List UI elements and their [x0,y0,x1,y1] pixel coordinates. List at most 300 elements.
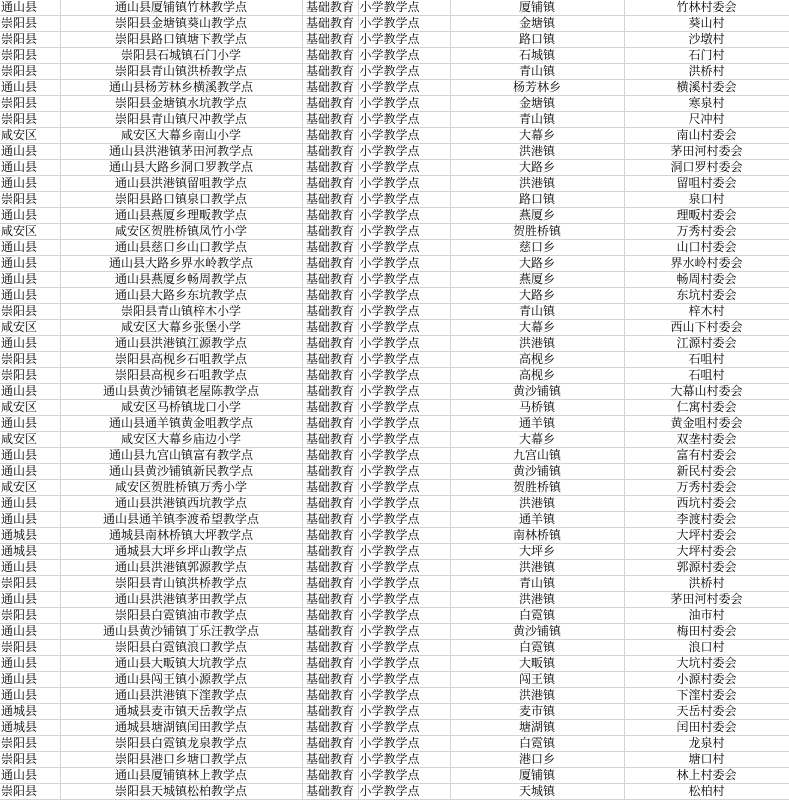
category-cell[interactable]: 基础教育 [302,208,358,224]
type-cell[interactable]: 小学教学点 [358,656,450,672]
category-cell[interactable]: 基础教育 [302,0,358,16]
county-cell[interactable]: 咸安区 [0,224,60,240]
teaching-point-cell[interactable]: 通山县通羊镇李渡希望教学点 [60,512,302,528]
teaching-point-cell[interactable]: 通山县大路乡洞口罗教学点 [60,160,302,176]
county-cell[interactable]: 通山县 [0,240,60,256]
category-cell[interactable]: 基础教育 [302,496,358,512]
category-cell[interactable]: 基础教育 [302,576,358,592]
category-cell[interactable]: 基础教育 [302,352,358,368]
type-cell[interactable]: 小学教学点 [358,0,450,16]
category-cell[interactable]: 基础教育 [302,320,358,336]
teaching-point-cell[interactable]: 咸安区贺胜桥镇凤竹小学 [60,224,302,240]
village-cell[interactable]: 洪桥村 [624,64,789,80]
town-cell[interactable]: 黄沙铺镇 [450,384,624,400]
type-cell[interactable]: 小学教学点 [358,736,450,752]
type-cell[interactable]: 小学教学点 [358,208,450,224]
village-cell[interactable]: 茅田河村委会 [624,144,789,160]
category-cell[interactable]: 基础教育 [302,368,358,384]
county-cell[interactable]: 通城县 [0,720,60,736]
village-cell[interactable]: 石门村 [624,48,789,64]
county-cell[interactable]: 通山县 [0,272,60,288]
teaching-point-cell[interactable]: 通山县杨芳林乡横溪教学点 [60,80,302,96]
county-cell[interactable]: 崇阳县 [0,576,60,592]
type-cell[interactable]: 小学教学点 [358,544,450,560]
county-cell[interactable]: 通山县 [0,768,60,784]
category-cell[interactable]: 基础教育 [302,528,358,544]
village-cell[interactable]: 石咀村 [624,352,789,368]
type-cell[interactable]: 小学教学点 [358,176,450,192]
village-cell[interactable]: 尺冲村 [624,112,789,128]
village-cell[interactable]: 油市村 [624,608,789,624]
teaching-point-cell[interactable]: 崇阳县青山镇洪桥教学点 [60,576,302,592]
county-cell[interactable]: 通山县 [0,656,60,672]
town-cell[interactable]: 厦铺镇 [450,768,624,784]
teaching-point-cell[interactable]: 通山县厦铺镇林上教学点 [60,768,302,784]
type-cell[interactable]: 小学教学点 [358,144,450,160]
type-cell[interactable]: 小学教学点 [358,96,450,112]
county-cell[interactable]: 通山县 [0,384,60,400]
teaching-point-cell[interactable]: 崇阳县青山镇洪桥教学点 [60,64,302,80]
village-cell[interactable]: 仁寓村委会 [624,400,789,416]
teaching-point-cell[interactable]: 通山县黄沙铺镇丁乐汪教学点 [60,624,302,640]
town-cell[interactable]: 塘湖镇 [450,720,624,736]
category-cell[interactable]: 基础教育 [302,64,358,80]
type-cell[interactable]: 小学教学点 [358,48,450,64]
type-cell[interactable]: 小学教学点 [358,16,450,32]
type-cell[interactable]: 小学教学点 [358,32,450,48]
teaching-point-cell[interactable]: 通山县闯王镇小源教学点 [60,672,302,688]
village-cell[interactable]: 大坪村委会 [624,544,789,560]
town-cell[interactable]: 贺胜桥镇 [450,224,624,240]
type-cell[interactable]: 小学教学点 [358,64,450,80]
county-cell[interactable]: 崇阳县 [0,368,60,384]
category-cell[interactable]: 基础教育 [302,240,358,256]
teaching-point-cell[interactable]: 通山县洪港镇茅田河教学点 [60,144,302,160]
teaching-point-cell[interactable]: 通山县燕厦乡畅周教学点 [60,272,302,288]
town-cell[interactable]: 黄沙铺镇 [450,464,624,480]
town-cell[interactable]: 大路乡 [450,288,624,304]
category-cell[interactable]: 基础教育 [302,464,358,480]
village-cell[interactable]: 新民村委会 [624,464,789,480]
teaching-point-cell[interactable]: 通山县洪港镇郭源教学点 [60,560,302,576]
village-cell[interactable]: 小源村委会 [624,672,789,688]
town-cell[interactable]: 通羊镇 [450,512,624,528]
village-cell[interactable]: 大幕山村委会 [624,384,789,400]
county-cell[interactable]: 崇阳县 [0,352,60,368]
category-cell[interactable]: 基础教育 [302,272,358,288]
category-cell[interactable]: 基础教育 [302,752,358,768]
town-cell[interactable]: 洪港镇 [450,592,624,608]
town-cell[interactable]: 慈口乡 [450,240,624,256]
village-cell[interactable]: 万秀村委会 [624,224,789,240]
category-cell[interactable]: 基础教育 [302,608,358,624]
teaching-point-cell[interactable]: 通城县麦市镇天岳教学点 [60,704,302,720]
village-cell[interactable]: 东坑村委会 [624,288,789,304]
category-cell[interactable]: 基础教育 [302,192,358,208]
type-cell[interactable]: 小学教学点 [358,464,450,480]
type-cell[interactable]: 小学教学点 [358,768,450,784]
town-cell[interactable]: 洪港镇 [450,336,624,352]
teaching-point-cell[interactable]: 通城县南林桥镇大坪教学点 [60,528,302,544]
town-cell[interactable]: 大路乡 [450,256,624,272]
type-cell[interactable]: 小学教学点 [358,784,450,800]
type-cell[interactable]: 小学教学点 [358,112,450,128]
type-cell[interactable]: 小学教学点 [358,256,450,272]
village-cell[interactable]: 茅田河村委会 [624,592,789,608]
town-cell[interactable]: 洪港镇 [450,560,624,576]
town-cell[interactable]: 燕厦乡 [450,208,624,224]
teaching-point-cell[interactable]: 通山县洪港镇西坑教学点 [60,496,302,512]
town-cell[interactable]: 麦市镇 [450,704,624,720]
town-cell[interactable]: 高枧乡 [450,368,624,384]
type-cell[interactable]: 小学教学点 [358,384,450,400]
village-cell[interactable]: 南山村委会 [624,128,789,144]
category-cell[interactable]: 基础教育 [302,432,358,448]
county-cell[interactable]: 崇阳县 [0,192,60,208]
teaching-point-cell[interactable]: 咸安区贺胜桥镇万秀小学 [60,480,302,496]
teaching-point-cell[interactable]: 崇阳县天城镇松柏教学点 [60,784,302,800]
county-cell[interactable]: 崇阳县 [0,96,60,112]
county-cell[interactable]: 通山县 [0,288,60,304]
teaching-point-cell[interactable]: 崇阳县石城镇石门小学 [60,48,302,64]
category-cell[interactable]: 基础教育 [302,384,358,400]
category-cell[interactable]: 基础教育 [302,704,358,720]
county-cell[interactable]: 通山县 [0,0,60,16]
county-cell[interactable]: 崇阳县 [0,784,60,800]
type-cell[interactable]: 小学教学点 [358,128,450,144]
county-cell[interactable]: 崇阳县 [0,32,60,48]
category-cell[interactable]: 基础教育 [302,640,358,656]
village-cell[interactable]: 畅周村委会 [624,272,789,288]
town-cell[interactable]: 洪港镇 [450,176,624,192]
teaching-point-cell[interactable]: 通山县大路乡东坑教学点 [60,288,302,304]
town-cell[interactable]: 高枧乡 [450,352,624,368]
village-cell[interactable]: 郭源村委会 [624,560,789,576]
type-cell[interactable]: 小学教学点 [358,400,450,416]
category-cell[interactable]: 基础教育 [302,160,358,176]
county-cell[interactable]: 通城县 [0,704,60,720]
town-cell[interactable]: 青山镇 [450,304,624,320]
county-cell[interactable]: 通山县 [0,464,60,480]
category-cell[interactable]: 基础教育 [302,288,358,304]
type-cell[interactable]: 小学教学点 [358,560,450,576]
county-cell[interactable]: 崇阳县 [0,48,60,64]
type-cell[interactable]: 小学教学点 [358,608,450,624]
town-cell[interactable]: 青山镇 [450,112,624,128]
village-cell[interactable]: 西坑村委会 [624,496,789,512]
town-cell[interactable]: 黄沙铺镇 [450,624,624,640]
village-cell[interactable]: 大坑村委会 [624,656,789,672]
village-cell[interactable]: 梓木村 [624,304,789,320]
county-cell[interactable]: 通山县 [0,560,60,576]
type-cell[interactable]: 小学教学点 [358,352,450,368]
village-cell[interactable]: 黄金咀村委会 [624,416,789,432]
village-cell[interactable]: 双垄村委会 [624,432,789,448]
category-cell[interactable]: 基础教育 [302,448,358,464]
county-cell[interactable]: 咸安区 [0,400,60,416]
category-cell[interactable]: 基础教育 [302,480,358,496]
teaching-point-cell[interactable]: 通山县厦铺镇竹林教学点 [60,0,302,16]
town-cell[interactable]: 金塘镇 [450,16,624,32]
town-cell[interactable]: 天城镇 [450,784,624,800]
category-cell[interactable]: 基础教育 [302,112,358,128]
teaching-point-cell[interactable]: 通山县大路乡界水岭教学点 [60,256,302,272]
village-cell[interactable]: 江源村委会 [624,336,789,352]
teaching-point-cell[interactable]: 通山县洪港镇留咀教学点 [60,176,302,192]
village-cell[interactable]: 李渡村委会 [624,512,789,528]
type-cell[interactable]: 小学教学点 [358,672,450,688]
type-cell[interactable]: 小学教学点 [358,752,450,768]
village-cell[interactable]: 洪桥村 [624,576,789,592]
town-cell[interactable]: 南林桥镇 [450,528,624,544]
teaching-point-cell[interactable]: 崇阳县金塘镇水坑教学点 [60,96,302,112]
teaching-point-cell[interactable]: 通城县塘湖镇闰田教学点 [60,720,302,736]
county-cell[interactable]: 通山县 [0,176,60,192]
category-cell[interactable]: 基础教育 [302,144,358,160]
village-cell[interactable]: 留咀村委会 [624,176,789,192]
teaching-point-cell[interactable]: 通山县通羊镇黄金咀教学点 [60,416,302,432]
category-cell[interactable]: 基础教育 [302,400,358,416]
county-cell[interactable]: 通山县 [0,448,60,464]
county-cell[interactable]: 通山县 [0,592,60,608]
type-cell[interactable]: 小学教学点 [358,496,450,512]
town-cell[interactable]: 贺胜桥镇 [450,480,624,496]
county-cell[interactable]: 通山县 [0,512,60,528]
village-cell[interactable]: 葵山村 [624,16,789,32]
type-cell[interactable]: 小学教学点 [358,80,450,96]
village-cell[interactable]: 理畈村委会 [624,208,789,224]
category-cell[interactable]: 基础教育 [302,128,358,144]
village-cell[interactable]: 塘口村 [624,752,789,768]
village-cell[interactable]: 浪口村 [624,640,789,656]
type-cell[interactable]: 小学教学点 [358,640,450,656]
town-cell[interactable]: 洪港镇 [450,688,624,704]
county-cell[interactable]: 通山县 [0,160,60,176]
teaching-point-cell[interactable]: 通山县洪港镇下漥教学点 [60,688,302,704]
village-cell[interactable]: 万秀村委会 [624,480,789,496]
town-cell[interactable]: 青山镇 [450,576,624,592]
town-cell[interactable]: 路口镇 [450,32,624,48]
county-cell[interactable]: 咸安区 [0,320,60,336]
county-cell[interactable]: 崇阳县 [0,752,60,768]
teaching-point-cell[interactable]: 崇阳县白霓镇浪口教学点 [60,640,302,656]
town-cell[interactable]: 港口乡 [450,752,624,768]
county-cell[interactable]: 通山县 [0,672,60,688]
type-cell[interactable]: 小学教学点 [358,416,450,432]
village-cell[interactable]: 松柏村 [624,784,789,800]
village-cell[interactable]: 竹林村委会 [624,0,789,16]
village-cell[interactable]: 林上村委会 [624,768,789,784]
teaching-point-cell[interactable]: 通山县洪港镇江源教学点 [60,336,302,352]
county-cell[interactable]: 崇阳县 [0,736,60,752]
type-cell[interactable]: 小学教学点 [358,160,450,176]
teaching-point-cell[interactable]: 通山县黄沙铺镇新民教学点 [60,464,302,480]
category-cell[interactable]: 基础教育 [302,16,358,32]
town-cell[interactable]: 白霓镇 [450,736,624,752]
village-cell[interactable]: 闰田村委会 [624,720,789,736]
village-cell[interactable]: 梅田村委会 [624,624,789,640]
town-cell[interactable]: 大幕乡 [450,432,624,448]
teaching-point-cell[interactable]: 通山县黄沙铺镇老屋陈教学点 [60,384,302,400]
category-cell[interactable]: 基础教育 [302,96,358,112]
type-cell[interactable]: 小学教学点 [358,512,450,528]
teaching-point-cell[interactable]: 通山县洪港镇茅田教学点 [60,592,302,608]
type-cell[interactable]: 小学教学点 [358,480,450,496]
town-cell[interactable]: 厦铺镇 [450,0,624,16]
type-cell[interactable]: 小学教学点 [358,528,450,544]
town-cell[interactable]: 大幕乡 [450,128,624,144]
teaching-point-cell[interactable]: 崇阳县路口镇泉口教学点 [60,192,302,208]
category-cell[interactable]: 基础教育 [302,560,358,576]
category-cell[interactable]: 基础教育 [302,720,358,736]
category-cell[interactable]: 基础教育 [302,416,358,432]
town-cell[interactable]: 路口镇 [450,192,624,208]
category-cell[interactable]: 基础教育 [302,768,358,784]
town-cell[interactable]: 洪港镇 [450,144,624,160]
town-cell[interactable]: 青山镇 [450,64,624,80]
type-cell[interactable]: 小学教学点 [358,336,450,352]
type-cell[interactable]: 小学教学点 [358,240,450,256]
teaching-point-cell[interactable]: 咸安区马桥镇垅口小学 [60,400,302,416]
teaching-point-cell[interactable]: 崇阳县青山镇梓木小学 [60,304,302,320]
type-cell[interactable]: 小学教学点 [358,304,450,320]
county-cell[interactable]: 通山县 [0,144,60,160]
teaching-point-cell[interactable]: 通山县慈口乡山口教学点 [60,240,302,256]
type-cell[interactable]: 小学教学点 [358,224,450,240]
county-cell[interactable]: 通城县 [0,528,60,544]
town-cell[interactable]: 金塘镇 [450,96,624,112]
town-cell[interactable]: 大坪乡 [450,544,624,560]
category-cell[interactable]: 基础教育 [302,512,358,528]
category-cell[interactable]: 基础教育 [302,32,358,48]
teaching-point-cell[interactable]: 咸安区大幕乡张堡小学 [60,320,302,336]
teaching-point-cell[interactable]: 通山县九宫山镇富有教学点 [60,448,302,464]
category-cell[interactable]: 基础教育 [302,784,358,800]
type-cell[interactable]: 小学教学点 [358,688,450,704]
county-cell[interactable]: 咸安区 [0,128,60,144]
village-cell[interactable]: 沙墩村 [624,32,789,48]
village-cell[interactable]: 横溪村委会 [624,80,789,96]
town-cell[interactable]: 大畈镇 [450,656,624,672]
type-cell[interactable]: 小学教学点 [358,192,450,208]
type-cell[interactable]: 小学教学点 [358,704,450,720]
village-cell[interactable]: 石咀村 [624,368,789,384]
teaching-point-cell[interactable]: 崇阳县白霓镇油市教学点 [60,608,302,624]
county-cell[interactable]: 通山县 [0,416,60,432]
county-cell[interactable]: 通山县 [0,496,60,512]
category-cell[interactable]: 基础教育 [302,304,358,320]
teaching-point-cell[interactable]: 崇阳县路口镇塘下教学点 [60,32,302,48]
county-cell[interactable]: 通山县 [0,208,60,224]
town-cell[interactable]: 杨芳林乡 [450,80,624,96]
county-cell[interactable]: 通城县 [0,544,60,560]
teaching-point-cell[interactable]: 通城县大坪乡坪山教学点 [60,544,302,560]
town-cell[interactable]: 闯王镇 [450,672,624,688]
county-cell[interactable]: 通山县 [0,336,60,352]
category-cell[interactable]: 基础教育 [302,592,358,608]
town-cell[interactable]: 燕厦乡 [450,272,624,288]
town-cell[interactable]: 马桥镇 [450,400,624,416]
type-cell[interactable]: 小学教学点 [358,432,450,448]
town-cell[interactable]: 九宫山镇 [450,448,624,464]
town-cell[interactable]: 白霓镇 [450,640,624,656]
type-cell[interactable]: 小学教学点 [358,592,450,608]
teaching-point-cell[interactable]: 崇阳县金塘镇葵山教学点 [60,16,302,32]
town-cell[interactable]: 洪港镇 [450,496,624,512]
type-cell[interactable]: 小学教学点 [358,368,450,384]
county-cell[interactable]: 崇阳县 [0,64,60,80]
county-cell[interactable]: 崇阳县 [0,112,60,128]
category-cell[interactable]: 基础教育 [302,176,358,192]
county-cell[interactable]: 咸安区 [0,480,60,496]
type-cell[interactable]: 小学教学点 [358,624,450,640]
category-cell[interactable]: 基础教育 [302,80,358,96]
category-cell[interactable]: 基础教育 [302,656,358,672]
county-cell[interactable]: 通山县 [0,80,60,96]
county-cell[interactable]: 通山县 [0,624,60,640]
county-cell[interactable]: 通山县 [0,256,60,272]
category-cell[interactable]: 基础教育 [302,48,358,64]
county-cell[interactable]: 通山县 [0,688,60,704]
type-cell[interactable]: 小学教学点 [358,320,450,336]
type-cell[interactable]: 小学教学点 [358,720,450,736]
village-cell[interactable]: 天岳村委会 [624,704,789,720]
teaching-point-cell[interactable]: 崇阳县青山镇尺冲教学点 [60,112,302,128]
village-cell[interactable]: 龙泉村 [624,736,789,752]
village-cell[interactable]: 泉口村 [624,192,789,208]
town-cell[interactable]: 白霓镇 [450,608,624,624]
teaching-point-cell[interactable]: 咸安区大幕乡庙边小学 [60,432,302,448]
county-cell[interactable]: 崇阳县 [0,304,60,320]
town-cell[interactable]: 通羊镇 [450,416,624,432]
category-cell[interactable]: 基础教育 [302,672,358,688]
village-cell[interactable]: 寒泉村 [624,96,789,112]
village-cell[interactable]: 洞口罗村委会 [624,160,789,176]
town-cell[interactable]: 大路乡 [450,160,624,176]
village-cell[interactable]: 界水岭村委会 [624,256,789,272]
teaching-point-cell[interactable]: 崇阳县港口乡塘口教学点 [60,752,302,768]
category-cell[interactable]: 基础教育 [302,224,358,240]
category-cell[interactable]: 基础教育 [302,736,358,752]
teaching-point-cell[interactable]: 通山县燕厦乡理畈教学点 [60,208,302,224]
category-cell[interactable]: 基础教育 [302,544,358,560]
village-cell[interactable]: 西山下村委会 [624,320,789,336]
teaching-point-cell[interactable]: 崇阳县高枧乡石咀教学点 [60,352,302,368]
type-cell[interactable]: 小学教学点 [358,288,450,304]
teaching-point-cell[interactable]: 咸安区大幕乡南山小学 [60,128,302,144]
teaching-point-cell[interactable]: 通山县大畈镇大坑教学点 [60,656,302,672]
category-cell[interactable]: 基础教育 [302,624,358,640]
county-cell[interactable]: 咸安区 [0,432,60,448]
type-cell[interactable]: 小学教学点 [358,272,450,288]
county-cell[interactable]: 崇阳县 [0,640,60,656]
town-cell[interactable]: 大幕乡 [450,320,624,336]
category-cell[interactable]: 基础教育 [302,336,358,352]
category-cell[interactable]: 基础教育 [302,256,358,272]
county-cell[interactable]: 崇阳县 [0,608,60,624]
village-cell[interactable]: 下漥村委会 [624,688,789,704]
teaching-point-cell[interactable]: 崇阳县高枧乡石咀教学点 [60,368,302,384]
type-cell[interactable]: 小学教学点 [358,576,450,592]
county-cell[interactable]: 崇阳县 [0,16,60,32]
teaching-point-cell[interactable]: 崇阳县白霓镇龙泉教学点 [60,736,302,752]
type-cell[interactable]: 小学教学点 [358,448,450,464]
village-cell[interactable]: 山口村委会 [624,240,789,256]
village-cell[interactable]: 富有村委会 [624,448,789,464]
town-cell[interactable]: 石城镇 [450,48,624,64]
village-cell[interactable]: 大坪村委会 [624,528,789,544]
category-cell[interactable]: 基础教育 [302,688,358,704]
